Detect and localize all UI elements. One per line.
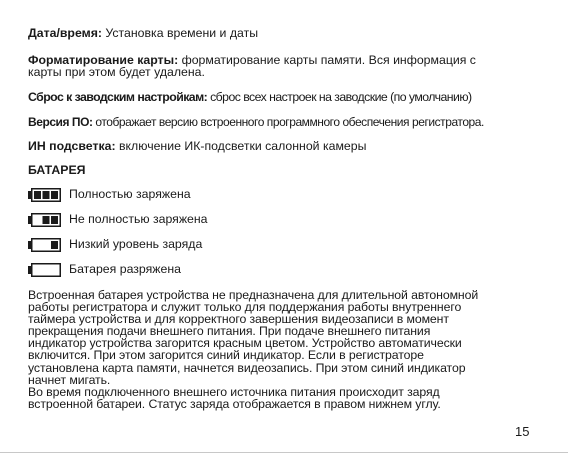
battery-description [28,289,548,410]
setting-format-card [28,54,548,78]
setting-description: включение ИК-подсветки салонной камеры [115,139,367,153]
bottom-divider [0,452,568,453]
setting-term: ИН подсветка: [28,139,116,153]
battery-full-icon [28,187,62,201]
setting-term: Форматирование карты: [28,53,179,67]
setting-firmware-version [28,116,548,128]
body-line: встроенной батареи. Статус заряда отображается в правом нижнем углу. [28,396,441,411]
body-line: прекращения подачи внешнего питания. При подаче внешнего питания [28,324,431,339]
setting-term: Дата/время: [28,26,102,40]
body-line: таймера устройства и для корректного завершения видеозаписи в момент [28,312,449,327]
battery-partial-icon [28,212,62,226]
page-number: 15 [515,424,530,439]
body-line: начнет мигать. [28,372,111,387]
setting-datetime [28,27,548,39]
setting-ir-backlight [28,140,548,152]
setting-description-cont: карты при этом будет удалена. [28,65,205,79]
body-line: работы регистратора и служит только для поддержания работы внутреннего [28,300,462,315]
battery-low-icon [28,237,62,251]
body-line: Встроенная батарея устройства не предназначена для длительной автономной [28,288,479,302]
battery-empty-icon [28,262,62,276]
setting-description: Установка времени и даты [102,26,259,40]
body-line: Во время подключенного внешнего источника питания происходит заряд [28,384,440,399]
setting-description: форматирование карты памяти. Вся информация с [178,53,476,67]
battery-state-label: Не полностью заряжена [69,212,208,226]
battery-state-label: Низкий уровень заряда [69,237,203,251]
battery-state-label: Батарея разряжена [69,262,181,276]
battery-state-empty [28,261,181,277]
body-line: включится. При этом загорится синий индикатор. Если в регистраторе [28,348,424,363]
setting-term: Сброс к заводским настройкам: [28,90,208,104]
body-line: индикатор устройства загорится красным цветом. Устройство автоматически [28,336,462,351]
setting-description: отображает версию встроенного программного обеспечения регистратора. [92,115,484,129]
battery-state-partial [28,211,208,227]
setting-factory-reset [28,91,548,103]
battery-state-low [28,236,202,252]
setting-description: сброс всех настроек на заводские (по умолчанию) [207,90,472,104]
body-line: установлена карта памяти, начнется видеозапись. При этом синий индикатор [28,360,466,375]
battery-state-full [28,186,191,202]
battery-state-label: Полностью заряжена [69,187,191,201]
battery-heading: БАТАРЕЯ [28,163,86,177]
setting-term: Версия ПО: [28,115,93,129]
